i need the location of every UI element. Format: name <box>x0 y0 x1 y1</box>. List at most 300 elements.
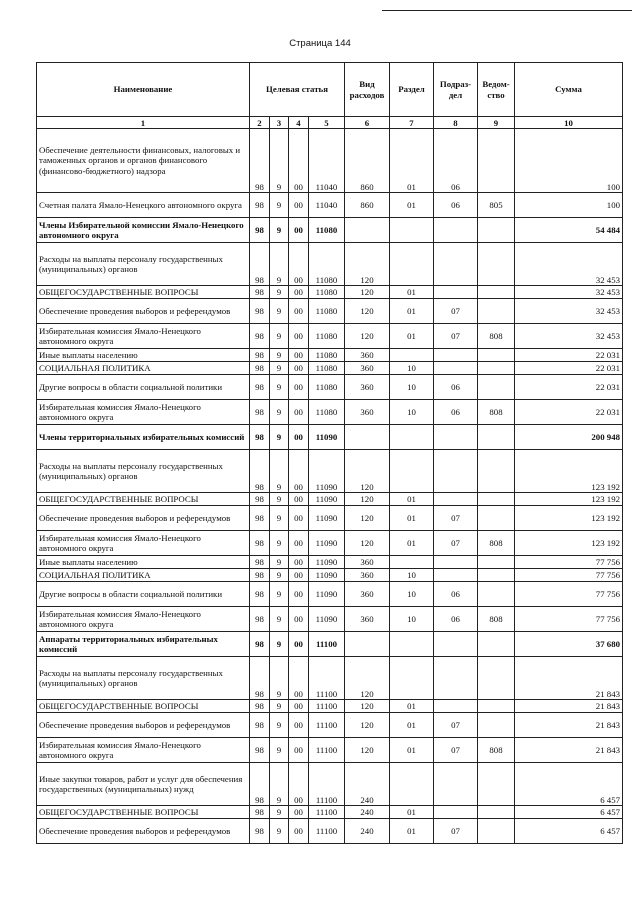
cell-c7: 10 <box>390 362 434 375</box>
cell-sum: 32 453 <box>515 286 623 299</box>
cell-c8 <box>434 657 478 700</box>
table-body <box>37 129 623 844</box>
cell-c2: 98 <box>250 700 270 713</box>
cell-c6: 240 <box>345 806 390 819</box>
cell-c6: 120 <box>345 324 390 349</box>
cell-c2: 98 <box>250 531 270 556</box>
cell-c7 <box>390 218 434 243</box>
header-expense: Вид расходов <box>345 63 390 117</box>
col-num: 2 <box>250 117 270 129</box>
cell-sum: 22 031 <box>515 375 623 400</box>
cell-c9 <box>478 286 515 299</box>
cell-name: Члены Избирательной комиссии Ямало-Ненецкого автономного округа <box>37 218 250 243</box>
cell-c9: 808 <box>478 607 515 632</box>
col-num: 1 <box>37 117 250 129</box>
cell-c6: 360 <box>345 400 390 425</box>
cell-c4: 00 <box>289 556 309 569</box>
cell-c8: 07 <box>434 299 478 324</box>
cell-c2: 98 <box>250 632 270 657</box>
cell-c8: 07 <box>434 531 478 556</box>
cell-c6: 360 <box>345 556 390 569</box>
cell-c4: 00 <box>289 324 309 349</box>
cell-c2: 98 <box>250 286 270 299</box>
cell-name: Расходы на выплаты персоналу государственных (муниципальных) органов <box>37 243 250 286</box>
cell-c4: 00 <box>289 375 309 400</box>
cell-c9: 805 <box>478 193 515 218</box>
table-row <box>37 450 623 493</box>
cell-c3: 9 <box>270 738 289 763</box>
table-row <box>37 243 623 286</box>
cell-c9 <box>478 129 515 193</box>
cell-c2: 98 <box>250 193 270 218</box>
cell-c8 <box>434 425 478 450</box>
cell-sum: 21 843 <box>515 713 623 738</box>
table-row <box>37 400 623 425</box>
cell-name: Обеспечение проведения выборов и референдумов <box>37 819 250 844</box>
cell-c4: 00 <box>289 700 309 713</box>
cell-c9 <box>478 713 515 738</box>
cell-c3: 9 <box>270 425 289 450</box>
cell-c3: 9 <box>270 400 289 425</box>
cell-c7: 10 <box>390 607 434 632</box>
table-row <box>37 763 623 806</box>
cell-c7: 10 <box>390 400 434 425</box>
cell-c7: 01 <box>390 493 434 506</box>
cell-c4: 00 <box>289 582 309 607</box>
cell-sum: 21 843 <box>515 738 623 763</box>
cell-c9 <box>478 806 515 819</box>
cell-c7 <box>390 763 434 806</box>
cell-name: Избирательная комиссия Ямало-Ненецкого автономного округа <box>37 400 250 425</box>
cell-c5: 11080 <box>309 243 345 286</box>
cell-c7: 01 <box>390 506 434 531</box>
table-row <box>37 531 623 556</box>
table-row <box>37 193 623 218</box>
cell-sum: 22 031 <box>515 349 623 362</box>
cell-c5: 11080 <box>309 324 345 349</box>
cell-c9: 808 <box>478 531 515 556</box>
table-row <box>37 713 623 738</box>
cell-c6: 360 <box>345 362 390 375</box>
cell-c9 <box>478 582 515 607</box>
cell-c4: 00 <box>289 400 309 425</box>
cell-name: Избирательная комиссия Ямало-Ненецкого автономного округа <box>37 324 250 349</box>
cell-c2: 98 <box>250 349 270 362</box>
cell-c9 <box>478 299 515 324</box>
cell-c4: 00 <box>289 425 309 450</box>
cell-c8: 06 <box>434 582 478 607</box>
cell-c7: 10 <box>390 569 434 582</box>
cell-c4: 00 <box>289 657 309 700</box>
cell-c3: 9 <box>270 819 289 844</box>
cell-c3: 9 <box>270 657 289 700</box>
cell-c6: 120 <box>345 243 390 286</box>
cell-c9 <box>478 450 515 493</box>
cell-c3: 9 <box>270 493 289 506</box>
cell-sum: 32 453 <box>515 299 623 324</box>
cell-c8 <box>434 556 478 569</box>
table-row <box>37 129 623 193</box>
cell-c3: 9 <box>270 218 289 243</box>
cell-c4: 00 <box>289 569 309 582</box>
cell-c3: 9 <box>270 450 289 493</box>
cell-c5: 11100 <box>309 763 345 806</box>
cell-name: Члены территориальных избирательных комиссий <box>37 425 250 450</box>
cell-c8: 07 <box>434 713 478 738</box>
cell-c9 <box>478 632 515 657</box>
cell-c4: 00 <box>289 299 309 324</box>
header-target: Целевая статья <box>250 63 345 117</box>
cell-sum: 32 453 <box>515 243 623 286</box>
cell-c6: 360 <box>345 607 390 632</box>
col-num: 8 <box>434 117 478 129</box>
header-row <box>37 63 623 117</box>
table-row <box>37 506 623 531</box>
cell-c7: 01 <box>390 129 434 193</box>
col-num: 3 <box>270 117 289 129</box>
cell-c5: 11080 <box>309 362 345 375</box>
table-row <box>37 425 623 450</box>
cell-sum: 200 948 <box>515 425 623 450</box>
cell-c9 <box>478 375 515 400</box>
cell-c2: 98 <box>250 425 270 450</box>
table-row <box>37 806 623 819</box>
cell-c5: 11040 <box>309 193 345 218</box>
cell-name: Избирательная комиссия Ямало-Ненецкого автономного округа <box>37 607 250 632</box>
cell-c7 <box>390 243 434 286</box>
col-num: 4 <box>289 117 309 129</box>
cell-sum: 37 680 <box>515 632 623 657</box>
cell-c9 <box>478 493 515 506</box>
cell-c9 <box>478 243 515 286</box>
cell-name: Избирательная комиссия Ямало-Ненецкого автономного округа <box>37 738 250 763</box>
cell-c2: 98 <box>250 738 270 763</box>
cell-c5: 11040 <box>309 129 345 193</box>
cell-c7: 10 <box>390 375 434 400</box>
cell-c8 <box>434 218 478 243</box>
cell-c3: 9 <box>270 763 289 806</box>
cell-c6: 120 <box>345 738 390 763</box>
cell-c2: 98 <box>250 362 270 375</box>
cell-c5: 11080 <box>309 400 345 425</box>
cell-c5: 11090 <box>309 607 345 632</box>
cell-c4: 00 <box>289 286 309 299</box>
cell-c9 <box>478 556 515 569</box>
cell-c8 <box>434 569 478 582</box>
cell-c3: 9 <box>270 806 289 819</box>
cell-c4: 00 <box>289 349 309 362</box>
cell-c5: 11100 <box>309 713 345 738</box>
cell-c9 <box>478 218 515 243</box>
cell-c5: 11100 <box>309 819 345 844</box>
cell-c7 <box>390 425 434 450</box>
cell-name: СОЦИАЛЬНАЯ ПОЛИТИКА <box>37 362 250 375</box>
cell-c8: 07 <box>434 506 478 531</box>
cell-c8 <box>434 450 478 493</box>
cell-c6: 860 <box>345 193 390 218</box>
table-row <box>37 582 623 607</box>
page-number: Страница 144 <box>289 38 351 49</box>
cell-c9 <box>478 569 515 582</box>
cell-c5: 11080 <box>309 375 345 400</box>
cell-c2: 98 <box>250 129 270 193</box>
cell-c6: 240 <box>345 819 390 844</box>
cell-c9 <box>478 657 515 700</box>
table-row <box>37 324 623 349</box>
cell-sum: 123 192 <box>515 493 623 506</box>
cell-c2: 98 <box>250 819 270 844</box>
col-num: 10 <box>515 117 623 129</box>
cell-c3: 9 <box>270 129 289 193</box>
column-number-row <box>37 117 623 129</box>
cell-sum: 100 <box>515 193 623 218</box>
cell-c3: 9 <box>270 324 289 349</box>
cell-c6: 120 <box>345 286 390 299</box>
cell-sum: 123 192 <box>515 506 623 531</box>
cell-c9 <box>478 362 515 375</box>
cell-c3: 9 <box>270 286 289 299</box>
cell-c6: 120 <box>345 657 390 700</box>
cell-c3: 9 <box>270 582 289 607</box>
cell-c5: 11090 <box>309 569 345 582</box>
cell-name: Обеспечение проведения выборов и референдумов <box>37 713 250 738</box>
table-row <box>37 607 623 632</box>
cell-sum: 123 192 <box>515 450 623 493</box>
cell-c4: 00 <box>289 763 309 806</box>
cell-c7: 01 <box>390 738 434 763</box>
cell-name: СОЦИАЛЬНАЯ ПОЛИТИКА <box>37 569 250 582</box>
cell-sum: 32 453 <box>515 324 623 349</box>
cell-c2: 98 <box>250 400 270 425</box>
cell-sum: 77 756 <box>515 607 623 632</box>
cell-c6 <box>345 218 390 243</box>
cell-c8: 06 <box>434 193 478 218</box>
col-num: 7 <box>390 117 434 129</box>
cell-c3: 9 <box>270 607 289 632</box>
cell-c6: 360 <box>345 375 390 400</box>
cell-c8 <box>434 362 478 375</box>
cell-name: Расходы на выплаты персоналу государственных (муниципальных) органов <box>37 450 250 493</box>
cell-c5: 11080 <box>309 349 345 362</box>
cell-sum: 123 192 <box>515 531 623 556</box>
cell-c8 <box>434 806 478 819</box>
cell-c5: 11090 <box>309 531 345 556</box>
cell-c4: 00 <box>289 632 309 657</box>
cell-c2: 98 <box>250 607 270 632</box>
cell-c8 <box>434 700 478 713</box>
cell-c7: 01 <box>390 286 434 299</box>
cell-c6 <box>345 425 390 450</box>
col-num: 9 <box>478 117 515 129</box>
cell-c3: 9 <box>270 349 289 362</box>
cell-c9 <box>478 819 515 844</box>
cell-c5: 11100 <box>309 657 345 700</box>
cell-name: Избирательная комиссия Ямало-Ненецкого автономного округа <box>37 531 250 556</box>
cell-c7 <box>390 632 434 657</box>
cell-name: ОБЩЕГОСУДАРСТВЕННЫЕ ВОПРОСЫ <box>37 806 250 819</box>
cell-c8: 06 <box>434 400 478 425</box>
cell-name: ОБЩЕГОСУДАРСТВЕННЫЕ ВОПРОСЫ <box>37 493 250 506</box>
cell-sum: 77 756 <box>515 556 623 569</box>
cell-name: ОБЩЕГОСУДАРСТВЕННЫЕ ВОПРОСЫ <box>37 286 250 299</box>
cell-sum: 6 457 <box>515 763 623 806</box>
cell-c7: 01 <box>390 193 434 218</box>
cell-c3: 9 <box>270 243 289 286</box>
table-row <box>37 218 623 243</box>
cell-c4: 00 <box>289 531 309 556</box>
cell-sum: 77 756 <box>515 569 623 582</box>
cell-c8 <box>434 243 478 286</box>
cell-sum: 21 843 <box>515 657 623 700</box>
cell-c5: 11090 <box>309 425 345 450</box>
cell-sum: 22 031 <box>515 400 623 425</box>
cell-c2: 98 <box>250 657 270 700</box>
cell-c5: 11090 <box>309 450 345 493</box>
cell-c7: 01 <box>390 324 434 349</box>
cell-c8 <box>434 632 478 657</box>
cell-c6: 240 <box>345 763 390 806</box>
cell-c7: 10 <box>390 582 434 607</box>
cell-c9: 808 <box>478 324 515 349</box>
cell-c7 <box>390 349 434 362</box>
cell-name: Обеспечение деятельности финансовых, налоговых и таможенных органов и органов финансового (финансово-бюджетного) надзора <box>37 129 250 193</box>
cell-c7: 01 <box>390 713 434 738</box>
table-row <box>37 556 623 569</box>
cell-c4: 00 <box>289 218 309 243</box>
cell-c2: 98 <box>250 324 270 349</box>
table-row <box>37 632 623 657</box>
cell-c5: 11090 <box>309 582 345 607</box>
cell-sum: 6 457 <box>515 806 623 819</box>
cell-c2: 98 <box>250 556 270 569</box>
cell-name: ОБЩЕГОСУДАРСТВЕННЫЕ ВОПРОСЫ <box>37 700 250 713</box>
cell-c3: 9 <box>270 531 289 556</box>
cell-c6: 120 <box>345 700 390 713</box>
cell-c6: 120 <box>345 450 390 493</box>
cell-c7: 01 <box>390 819 434 844</box>
cell-c2: 98 <box>250 243 270 286</box>
cell-c6: 120 <box>345 713 390 738</box>
cell-sum: 54 484 <box>515 218 623 243</box>
cell-c7: 01 <box>390 299 434 324</box>
cell-c4: 00 <box>289 193 309 218</box>
cell-c5: 11100 <box>309 632 345 657</box>
cell-c3: 9 <box>270 375 289 400</box>
cell-c2: 98 <box>250 218 270 243</box>
cell-c2: 98 <box>250 763 270 806</box>
budget-table <box>36 62 623 844</box>
cell-c2: 98 <box>250 582 270 607</box>
table-row <box>37 700 623 713</box>
cell-name: Обеспечение проведения выборов и референдумов <box>37 299 250 324</box>
cell-c9: 808 <box>478 400 515 425</box>
cell-c7 <box>390 556 434 569</box>
cell-c4: 00 <box>289 713 309 738</box>
cell-c8: 06 <box>434 375 478 400</box>
header-subsection: Подраз-дел <box>434 63 478 117</box>
cell-name: Другие вопросы в области социальной политики <box>37 375 250 400</box>
cell-c4: 00 <box>289 607 309 632</box>
cell-c8 <box>434 493 478 506</box>
cell-c8 <box>434 349 478 362</box>
cell-c8: 07 <box>434 819 478 844</box>
cell-c3: 9 <box>270 556 289 569</box>
table-row <box>37 569 623 582</box>
cell-c2: 98 <box>250 506 270 531</box>
cell-c9 <box>478 425 515 450</box>
cell-c6: 120 <box>345 299 390 324</box>
cell-c7: 01 <box>390 806 434 819</box>
cell-c3: 9 <box>270 506 289 531</box>
cell-sum: 100 <box>515 129 623 193</box>
cell-c8 <box>434 763 478 806</box>
cell-c2: 98 <box>250 713 270 738</box>
cell-c3: 9 <box>270 700 289 713</box>
cell-c3: 9 <box>270 713 289 738</box>
cell-sum: 77 756 <box>515 582 623 607</box>
cell-c8: 06 <box>434 129 478 193</box>
cell-c4: 00 <box>289 362 309 375</box>
cell-name: Другие вопросы в области социальной политики <box>37 582 250 607</box>
cell-sum: 21 843 <box>515 700 623 713</box>
cell-name: Иные выплаты населению <box>37 349 250 362</box>
cell-c2: 98 <box>250 450 270 493</box>
cell-c9 <box>478 349 515 362</box>
cell-c5: 11090 <box>309 556 345 569</box>
cell-c8: 07 <box>434 738 478 763</box>
cell-c6: 360 <box>345 582 390 607</box>
cell-c7: 01 <box>390 531 434 556</box>
cell-c4: 00 <box>289 493 309 506</box>
cell-c5: 11080 <box>309 299 345 324</box>
cell-sum: 6 457 <box>515 819 623 844</box>
table-row <box>37 493 623 506</box>
cell-c6: 120 <box>345 506 390 531</box>
cell-c3: 9 <box>270 569 289 582</box>
header-sum: Сумма <box>515 63 623 117</box>
cell-c4: 00 <box>289 738 309 763</box>
cell-c9 <box>478 763 515 806</box>
cell-c2: 98 <box>250 299 270 324</box>
cell-c9 <box>478 700 515 713</box>
header-name: Наименование <box>37 63 250 117</box>
cell-name: Обеспечение проведения выборов и референдумов <box>37 506 250 531</box>
cell-c5: 11100 <box>309 806 345 819</box>
cell-c3: 9 <box>270 362 289 375</box>
cell-c3: 9 <box>270 299 289 324</box>
cell-c5: 11080 <box>309 286 345 299</box>
table-row <box>37 375 623 400</box>
cell-sum: 22 031 <box>515 362 623 375</box>
cell-c9 <box>478 506 515 531</box>
header-department: Ведом-ство <box>478 63 515 117</box>
col-num: 6 <box>345 117 390 129</box>
cell-c4: 00 <box>289 819 309 844</box>
cell-c6 <box>345 632 390 657</box>
cell-c4: 00 <box>289 506 309 531</box>
cell-name: Расходы на выплаты персоналу государственных (муниципальных) органов <box>37 657 250 700</box>
table-row <box>37 349 623 362</box>
cell-c6: 120 <box>345 531 390 556</box>
table-row <box>37 657 623 700</box>
cell-c5: 11080 <box>309 218 345 243</box>
cell-c6: 860 <box>345 129 390 193</box>
cell-c2: 98 <box>250 806 270 819</box>
cell-c9: 808 <box>478 738 515 763</box>
cell-c5: 11090 <box>309 493 345 506</box>
cell-c7: 01 <box>390 700 434 713</box>
table-row <box>37 362 623 375</box>
